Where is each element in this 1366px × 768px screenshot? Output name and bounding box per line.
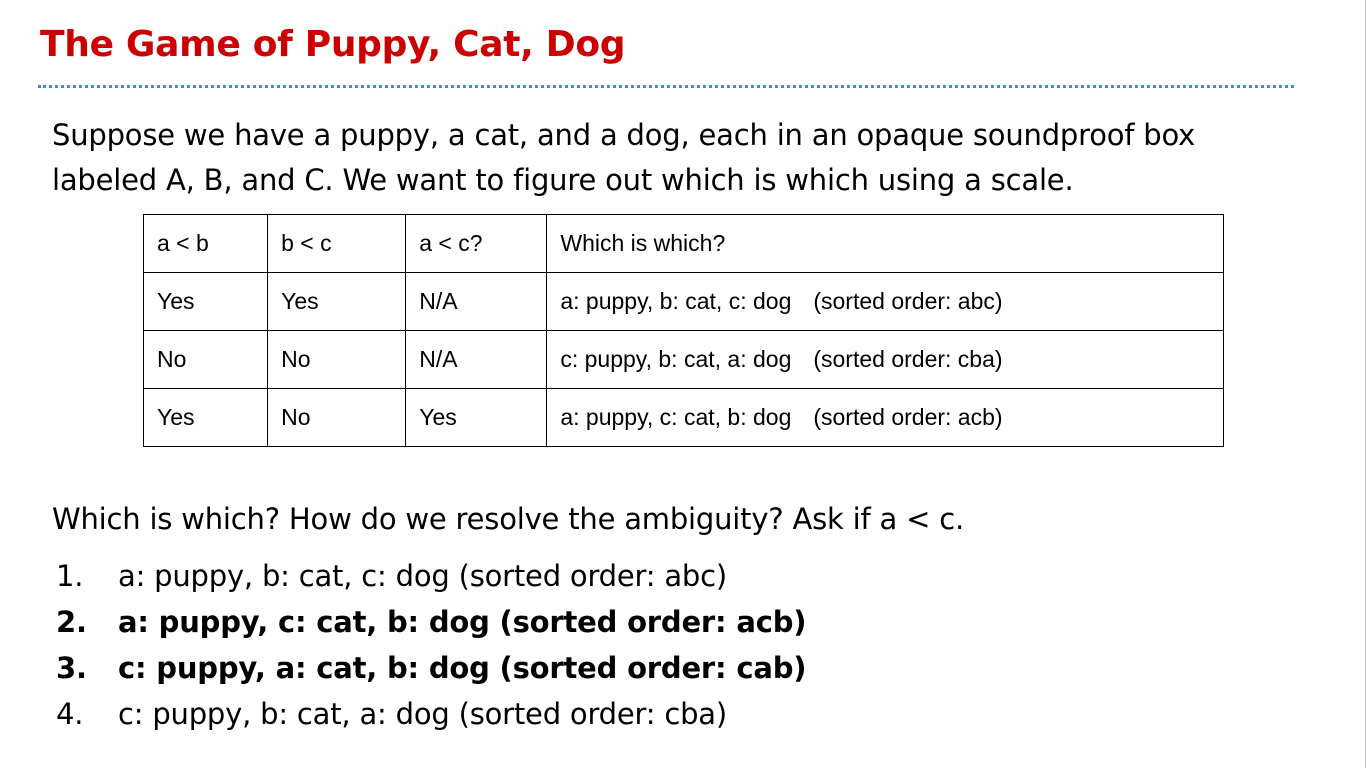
assignment-text: c: puppy, b: cat, a: dog	[560, 346, 792, 372]
list-number: 4.	[56, 697, 84, 731]
cell-which-is-which	[547, 389, 1224, 447]
list-number: 3.	[56, 651, 87, 685]
list-text: c: puppy, b: cat, a: dog (sorted order: cba)	[118, 697, 727, 731]
cell-b-lt-c: No	[268, 389, 406, 447]
list-number: 1.	[56, 559, 84, 593]
cell-a-lt-c: Yes	[406, 389, 547, 447]
cell-a-lt-b: Yes	[144, 389, 268, 447]
list-text: a: puppy, b: cat, c: dog (sorted order: abc)	[118, 559, 727, 593]
header-which-is-which: Which is which?	[547, 215, 1224, 273]
assignment-text: a: puppy, c: cat, b: dog	[560, 404, 792, 430]
table-row	[144, 331, 1224, 389]
cell-which-is-which	[547, 273, 1224, 331]
cell-a-lt-c: N/A	[406, 331, 547, 389]
cell-b-lt-c: Yes	[268, 273, 406, 331]
sorted-order-text: (sorted order: cba)	[813, 346, 1003, 372]
header-b-lt-c: b < c	[268, 215, 406, 273]
header-a-lt-b: a < b	[144, 215, 268, 273]
header-a-lt-c: a < c?	[406, 215, 547, 273]
table-header-row	[144, 215, 1224, 273]
cell-a-lt-b: No	[144, 331, 268, 389]
list-text: a: puppy, c: cat, b: dog (sorted order: acb)	[118, 605, 807, 639]
table-row	[144, 273, 1224, 331]
list-number: 2.	[56, 605, 87, 639]
page-title: The Game of Puppy, Cat, Dog	[40, 24, 626, 65]
question-text: Which is which? How do we resolve the ambiguity? Ask if a < c.	[52, 502, 965, 536]
cell-which-is-which	[547, 331, 1224, 389]
list-text: c: puppy, a: cat, b: dog (sorted order: cab)	[118, 651, 807, 685]
sorted-order-text: (sorted order: acb)	[813, 404, 1003, 430]
cell-a-lt-b: Yes	[144, 273, 268, 331]
table-row	[144, 389, 1224, 447]
sorted-order-text: (sorted order: abc)	[813, 288, 1003, 314]
cell-b-lt-c: No	[268, 331, 406, 389]
intro-line-2: labeled A, B, and C. We want to figure out which is which using a scale.	[52, 163, 1074, 197]
assignment-text: a: puppy, b: cat, c: dog	[560, 288, 792, 314]
intro-paragraph	[52, 113, 1312, 203]
cell-a-lt-c: N/A	[406, 273, 547, 331]
comparison-table	[143, 214, 1224, 447]
intro-line-1: Suppose we have a puppy, a cat, and a dog, each in an opaque soundproof box	[52, 118, 1196, 152]
title-divider	[38, 85, 1294, 88]
